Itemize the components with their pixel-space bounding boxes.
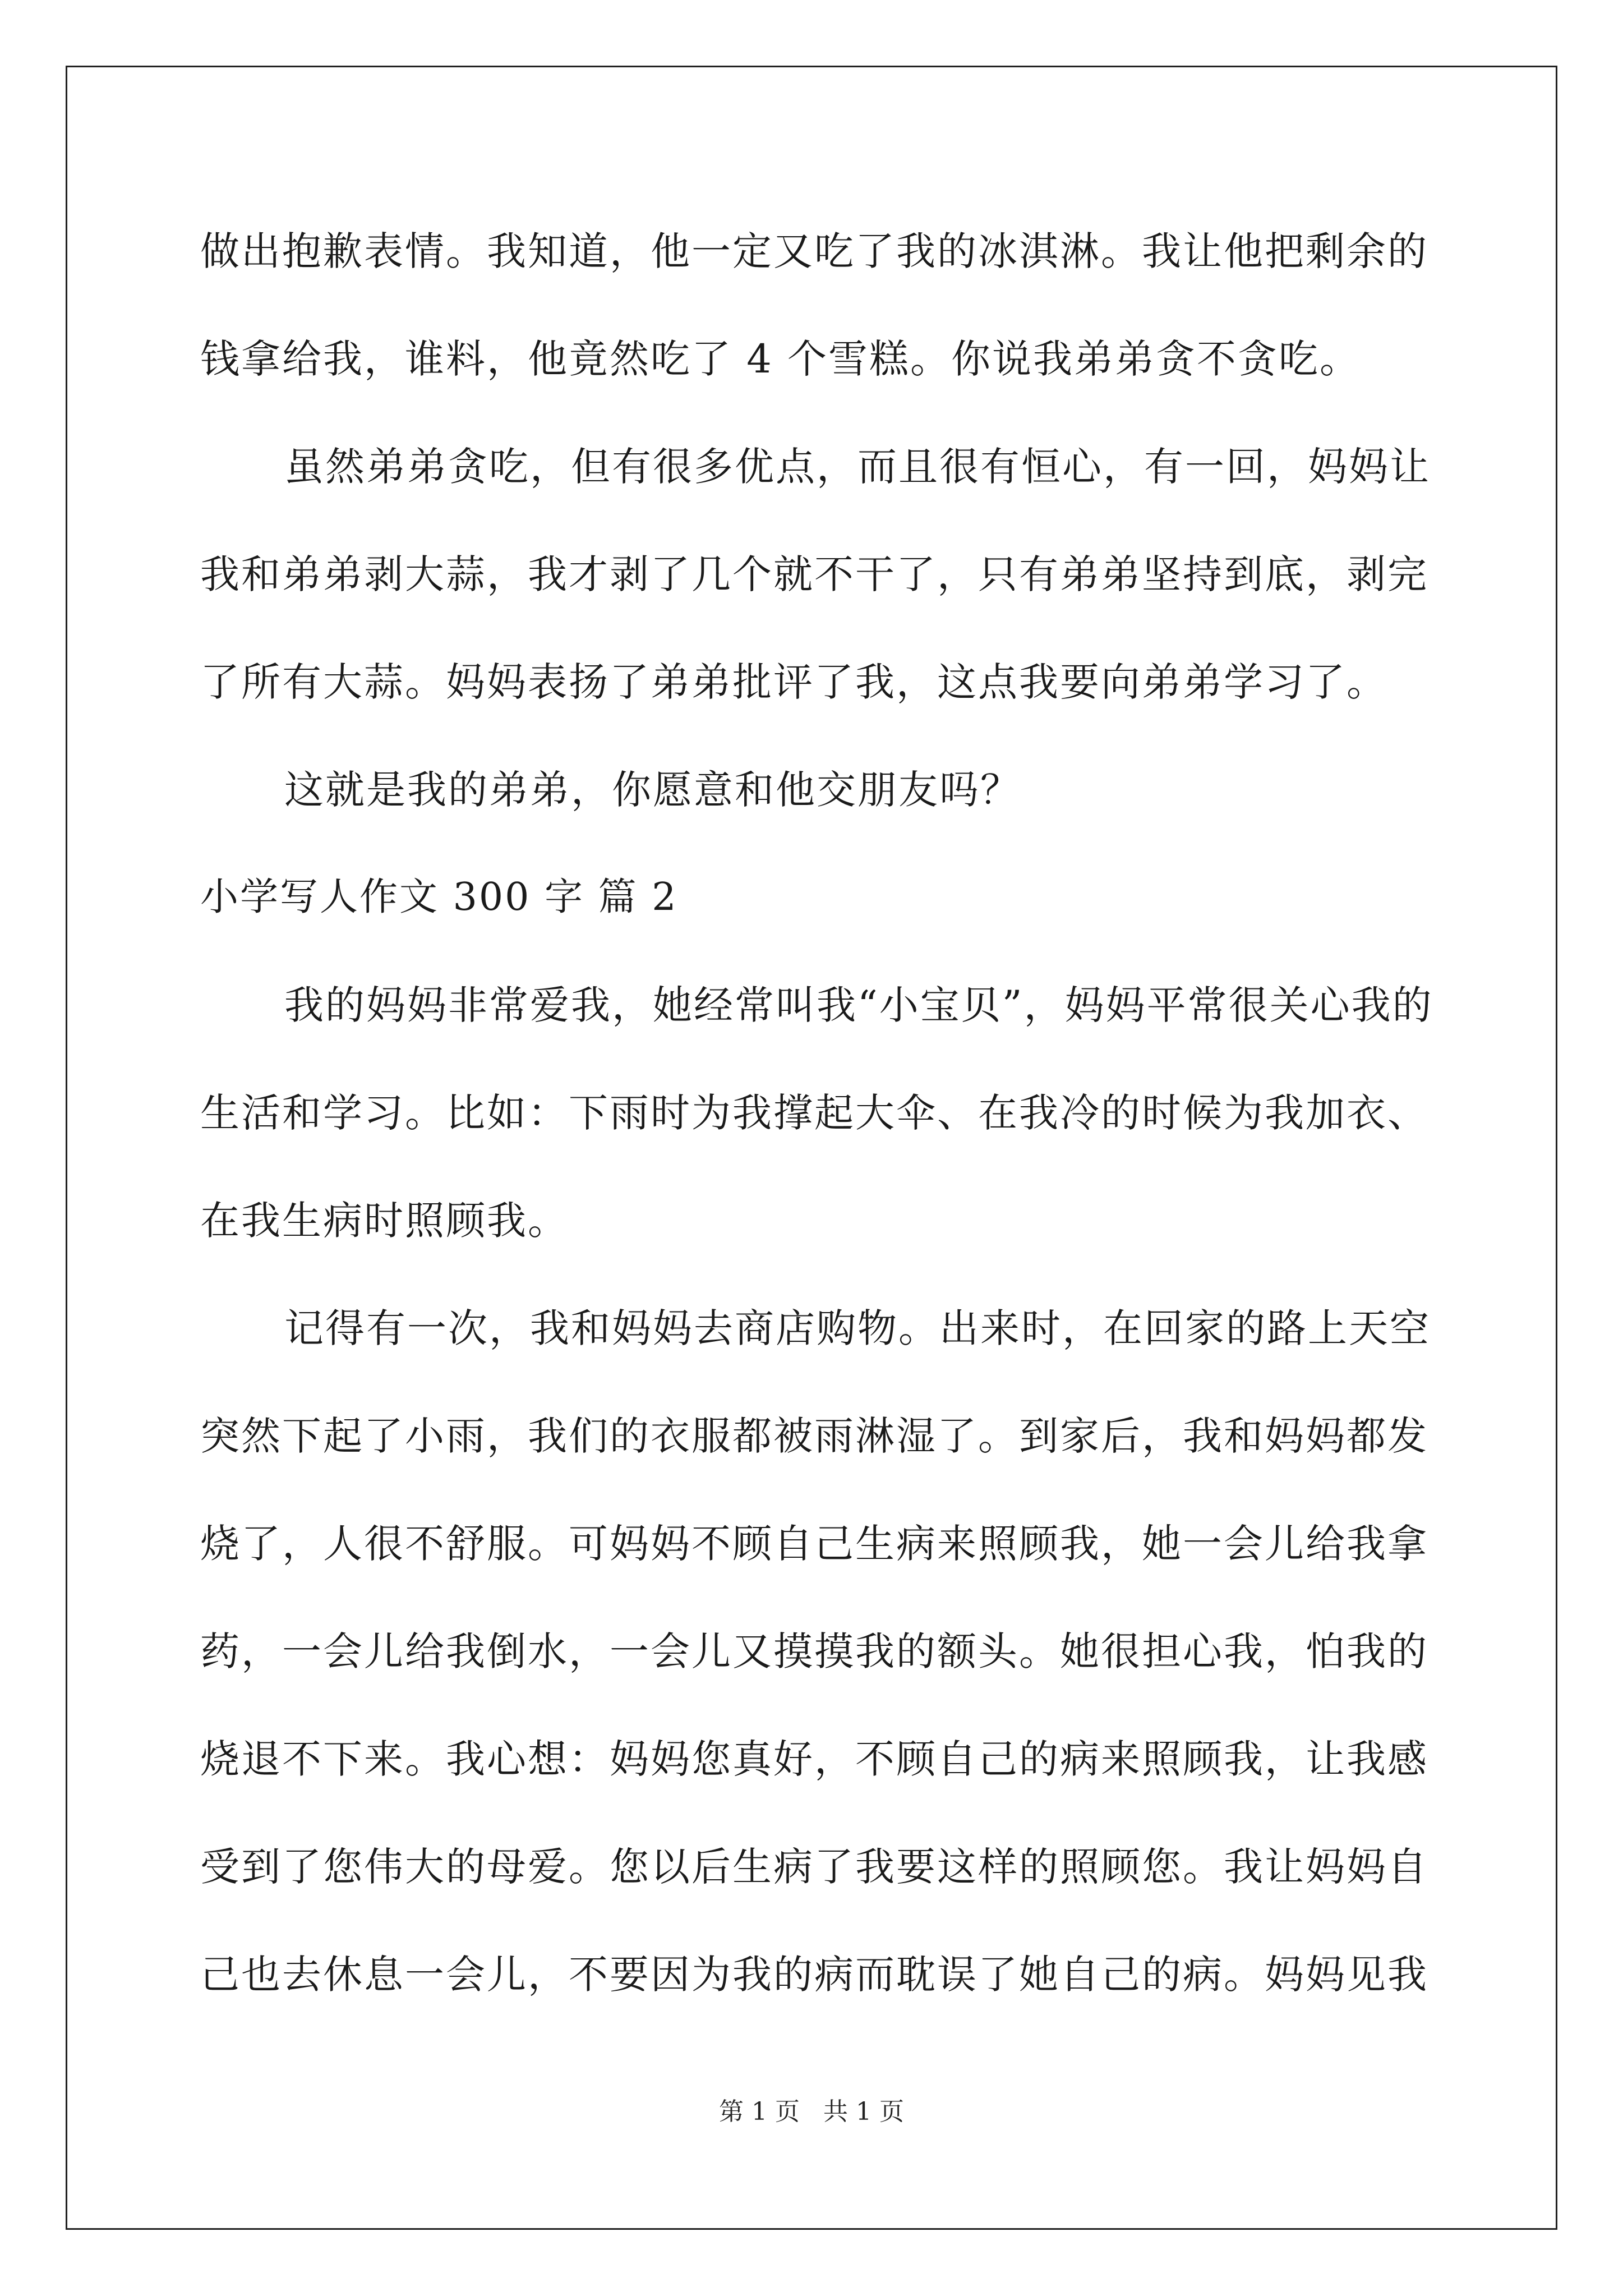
paragraph-line: 这就是我的弟弟，你愿意和他交朋友吗？	[284, 767, 1021, 813]
paragraph-line: 在我生病时照顾我。	[200, 1198, 569, 1244]
paragraph-line: 受到了您伟大的母爱。您以后生病了我要这样的照顾您。我让妈妈自	[200, 1844, 1428, 1890]
paragraph-line: 了所有大蒜。妈妈表扬了弟弟批评了我，这点我要向弟弟学习了。	[200, 659, 1387, 705]
paragraph-line: 做出抱歉表情。我知道，他一定又吃了我的冰淇淋。我让他把剩余的	[200, 228, 1428, 274]
paragraph-line: 记得有一次，我和妈妈去商店购物。出来时，在回家的路上天空	[284, 1305, 1431, 1351]
paragraph-line: 生活和学习。比如：下雨时为我撑起大伞、在我冷的时候为我加衣、	[200, 1090, 1428, 1136]
section-heading: 小学写人作文 300 字 篇 2	[200, 875, 678, 919]
paragraph-line: 药，一会儿给我倒水，一会儿又摸摸我的额头。她很担心我，怕我的	[200, 1628, 1428, 1674]
paragraph-line: 烧了，人很不舒服。可妈妈不顾自己生病来照顾我，她一会儿给我拿	[200, 1521, 1428, 1567]
paragraph-line: 己也去休息一会儿，不要因为我的病而耽误了她自己的病。妈妈见我	[200, 1952, 1428, 1998]
paragraph-line: 我的妈妈非常爱我，她经常叫我“小宝贝”，妈妈平常很关心我的	[284, 982, 1433, 1028]
paragraph-line: 钱拿给我，谁料，他竟然吃了 4 个雪糕。你说我弟弟贪不贪吃。	[200, 336, 1361, 382]
paragraph-line: 突然下起了小雨，我们的衣服都被雨淋湿了。到家后，我和妈妈都发	[200, 1413, 1428, 1459]
paragraph-line: 烧退不下来。我心想：妈妈您真好，不顾自己的病来照顾我，让我感	[200, 1736, 1428, 1782]
paragraph-line: 虽然弟弟贪吃，但有很多优点，而且很有恒心，有一回，妈妈让	[284, 444, 1431, 490]
document-body	[200, 210, 1433, 2041]
paragraph-line: 我和弟弟剥大蒜，我才剥了几个就不干了，只有弟弟坚持到底，剥完	[200, 551, 1428, 597]
page-footer: 第 1 页 共 1 页	[719, 2097, 904, 2126]
